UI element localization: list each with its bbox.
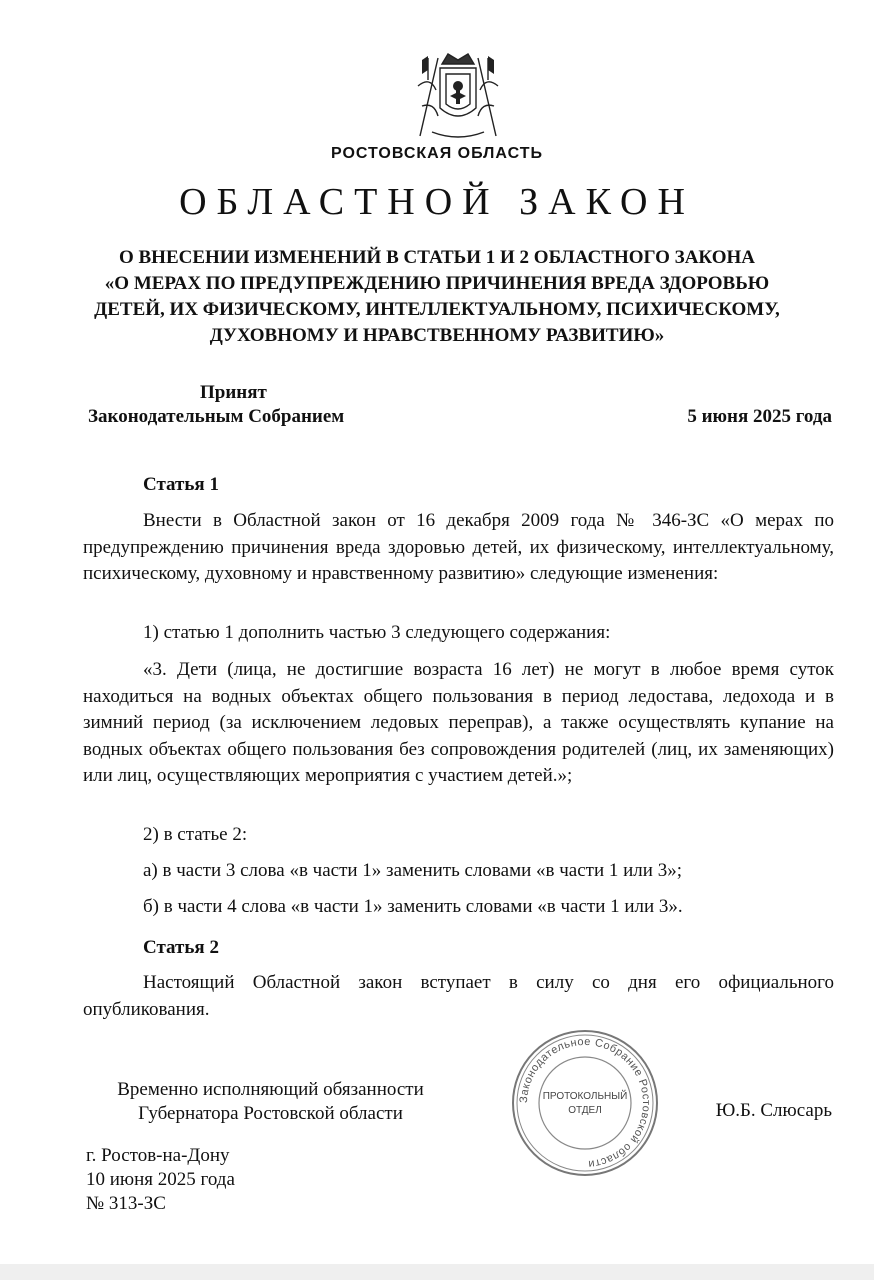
article-1-item-2a: а) в части 3 слова «в части 1» заменить словами «в части 1 или 3»; <box>143 860 682 881</box>
law-title <box>0 245 874 349</box>
article-1-item-2: 2) в статье 2: <box>143 824 248 845</box>
stamp-center-line: ОТДЕЛ <box>568 1105 602 1116</box>
coat-of-arms-emblem <box>412 46 504 144</box>
signatory-position <box>88 1078 453 1126</box>
signing-date: 10 июня 2025 года <box>86 1169 235 1190</box>
signing-details <box>86 1144 235 1216</box>
article-2-text: Настоящий Областной закон вступает в силу со дня его официального опубликования. <box>83 972 834 1020</box>
article-1-item-2b: б) в части 4 слова «в части 1» заменить словами «в части 1 или 3». <box>143 896 683 917</box>
signatory-position-line: Губернатора Ростовской области <box>138 1103 403 1124</box>
adopted-label: Принят <box>200 382 267 403</box>
signatory-position-line: Временно исполняющий обязанности <box>117 1079 424 1100</box>
adopted-by: Законодательным Собранием <box>88 406 345 427</box>
article-1-intro: Внести в Областной закон от 16 декабря 2009 года № 346-ЗС «О мерах по предупреждению причинения вреда здоровью детей, их физическому, интеллектуальному, психическому, духовному и нравственному развитию» следующие изменения: <box>83 510 834 585</box>
article-1-heading: Статья 1 <box>143 474 219 495</box>
law-title-line: ДУХОВНОМУ И НРАВСТВЕННОМУ РАЗВИТИЮ» <box>209 325 665 346</box>
law-title-line: О ВНЕСЕНИИ ИЗМЕНЕНИЙ В СТАТЬИ 1 И 2 ОБЛАСТНОГО ЗАКОНА <box>118 247 756 268</box>
article-1-quote: «3. Дети (лица, не достигшие возраста 16 лет) не могут в любое время суток находиться на водных объектах общего пользования в период ледостава, ледохода и в зимний период (за исключением ледовых переправ), а также осуществлять купание на водных объектах общего пользования без сопровождения родителей (лиц, их заменяющих) или лиц, осуществляющих мероприятия с участием детей.»; <box>83 659 834 787</box>
stamp-center-line: ПРОТОКОЛЬНЫЙ <box>542 1091 628 1102</box>
signatory-name: Ю.Б. Слюсарь <box>715 1100 832 1121</box>
signing-city: г. Ростов-на-Дону <box>86 1145 230 1166</box>
page-bottom-edge <box>0 1264 874 1280</box>
law-title-line: «О МЕРАХ ПО ПРЕДУПРЕЖДЕНИЮ ПРИЧИНЕНИЯ ВРЕДА ЗДОРОВЬЮ <box>104 273 770 294</box>
stamp-center-text <box>530 1090 640 1118</box>
article-1-item-1: 1) статью 1 дополнить частью 3 следующего содержания: <box>143 622 611 643</box>
law-title-line: ДЕТЕЙ, ИХ ФИЗИЧЕСКОМУ, ИНТЕЛЛЕКТУАЛЬНОМУ, ПСИХИЧЕСКОМУ, <box>94 299 780 320</box>
stamp-ring-text: Законодательное Собрание Ростовской области <box>517 1035 653 1170</box>
region-name: РОСТОВСКАЯ ОБЛАСТЬ <box>330 145 543 162</box>
article-2-heading: Статья 2 <box>143 937 219 958</box>
adopted-date: 5 июня 2025 года <box>687 406 832 427</box>
document-type: ОБЛАСТНОЙ ЗАКОН <box>179 181 695 223</box>
law-number: № 313-ЗС <box>86 1193 166 1214</box>
